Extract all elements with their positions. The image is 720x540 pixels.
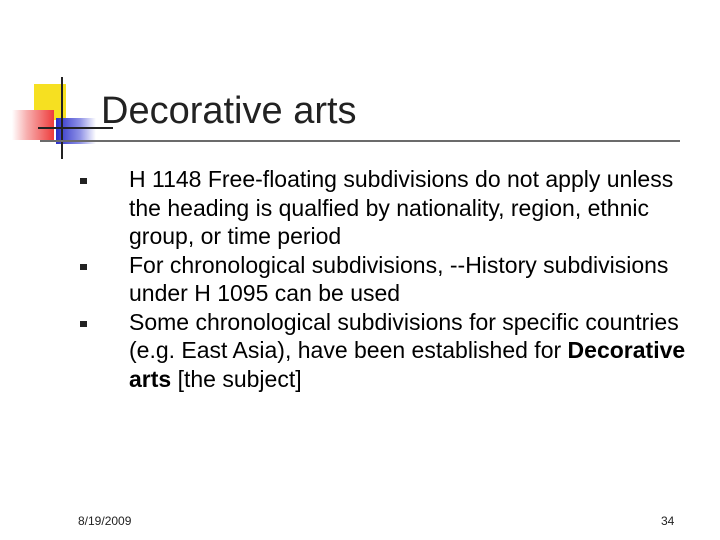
footer-date: 8/19/2009 [78,514,132,528]
title-underline [40,140,680,142]
bullet-item [80,251,690,308]
bullet-text-bold: Decorative arts [129,337,686,392]
bullet-item [80,165,690,251]
bullet-square-icon [80,178,87,184]
bullet-item [80,308,690,394]
bullet-text: For chronological subdivisions, --History subdivisions under H 1095 can be used [129,251,669,306]
logo-red-square [12,110,54,140]
bullet-text: H 1148 Free-floating subdivisions do not apply unless the heading is qualfied by nationality, region, ethnic group, or time period [129,166,674,249]
bullet-text-plain-end: [the subject] [171,365,302,392]
bullet-square-icon [80,264,87,270]
footer-page-number: 34 [661,514,675,528]
bullet-text-plain: Some chronological subdivisions for specific countries (e.g. East Asia), have been established for [129,308,679,363]
logo-vertical-line [61,77,63,159]
bullet-text [129,309,685,392]
bullet-list [80,165,690,393]
slide-title: Decorative arts [101,90,357,132]
bullet-square-icon [80,321,87,327]
